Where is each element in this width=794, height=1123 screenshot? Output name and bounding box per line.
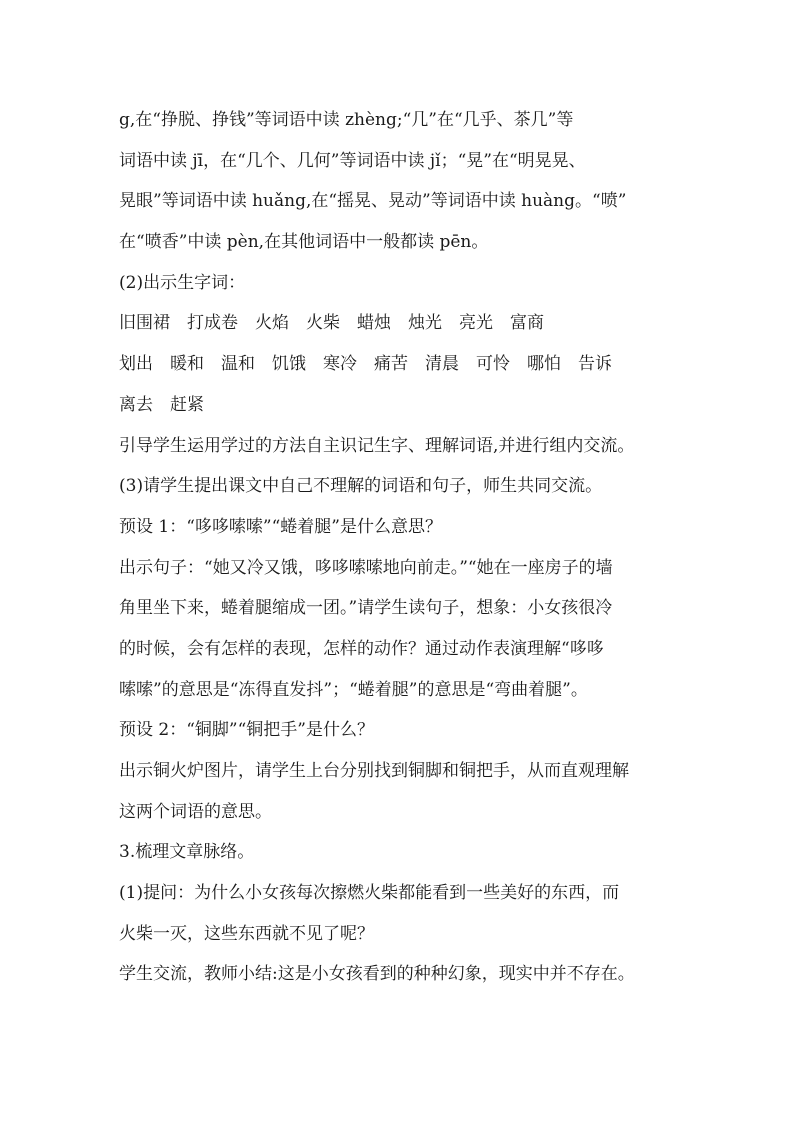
vocabulary-row-2: 划出 暖和 温和 饥饿 寒冷 痛苦 清晨 可怜 哪怕 告诉 — [119, 354, 612, 375]
summary-line: 学生交流，教师小结:这是小女孩看到的种种幻象，现实中并不存在。 — [119, 964, 635, 985]
question-line-1: (1)提问：为什么小女孩每次擦燃火柴都能看到一些美好的东西，而 — [119, 883, 620, 904]
preset-2-heading: 预设 2：“铜脚”“铜把手”是什么？ — [119, 720, 374, 741]
document-body — [119, 100, 679, 995]
step-show-new-words: (2)出示生字词： — [119, 272, 246, 293]
section-3-heading: 3.梳理文章脉络。 — [119, 842, 255, 863]
step-questions: (3)请学生提出课文中自己不理解的词语和句子，师生共同交流。 — [119, 476, 603, 497]
preset-1-line-3: 的时候，会有怎样的表现，怎样的动作？通过动作表演理解“哆哆 — [119, 638, 604, 659]
guidance-paragraph: 引导学生运用学过的方法自主识记生字、理解词语,并进行组内交流。 — [119, 435, 635, 456]
preset-2-line-1: 出示铜火炉图片，请学生上台分别找到铜脚和铜把手，从而直观理解 — [119, 761, 629, 781]
question-line-2: 火柴一灭，这些东西就不见了呢？ — [119, 923, 374, 944]
pronunciation-line-1: g,在“挣脱、挣钱”等词语中读 zhèng;“几”在“几乎、茶几”等 — [119, 110, 574, 130]
preset-1-line-1: 出示句子：“她又冷又饿，哆哆嗦嗦地向前走。”“她在一座房子的墙 — [119, 557, 613, 578]
pronunciation-line-2: 词语中读 jī，在“几个、几何”等词语中读 jǐ；“晃”在“明晃晃、 — [119, 150, 586, 171]
pronunciation-line-4: 在“喷香”中读 pèn,在其他词语中一般都读 pēn。 — [119, 232, 489, 253]
vocabulary-row-1: 旧围裙 打成卷 火焰 火柴 蜡烛 烛光 亮光 富商 — [119, 313, 544, 334]
preset-1-line-2: 角里坐下来，蜷着腿缩成一团。”请学生读句子，想象：小女孩很冷 — [119, 598, 613, 619]
preset-1-heading: 预设 1：“哆哆嗦嗦”“蜷着腿”是什么意思？ — [119, 516, 442, 537]
vocabulary-row-3: 离去 赶紧 — [119, 394, 204, 415]
preset-1-line-4: 嗦嗦”的意思是“冻得直发抖”；“蜷着腿”的意思是“弯曲着腿”。 — [119, 679, 588, 700]
pronunciation-line-3: 晃眼”等词语中读 huǎng,在“摇晃、晃动”等词语中读 huàng。“喷” — [119, 191, 627, 212]
preset-2-line-2: 这两个词语的意思。 — [119, 801, 272, 822]
